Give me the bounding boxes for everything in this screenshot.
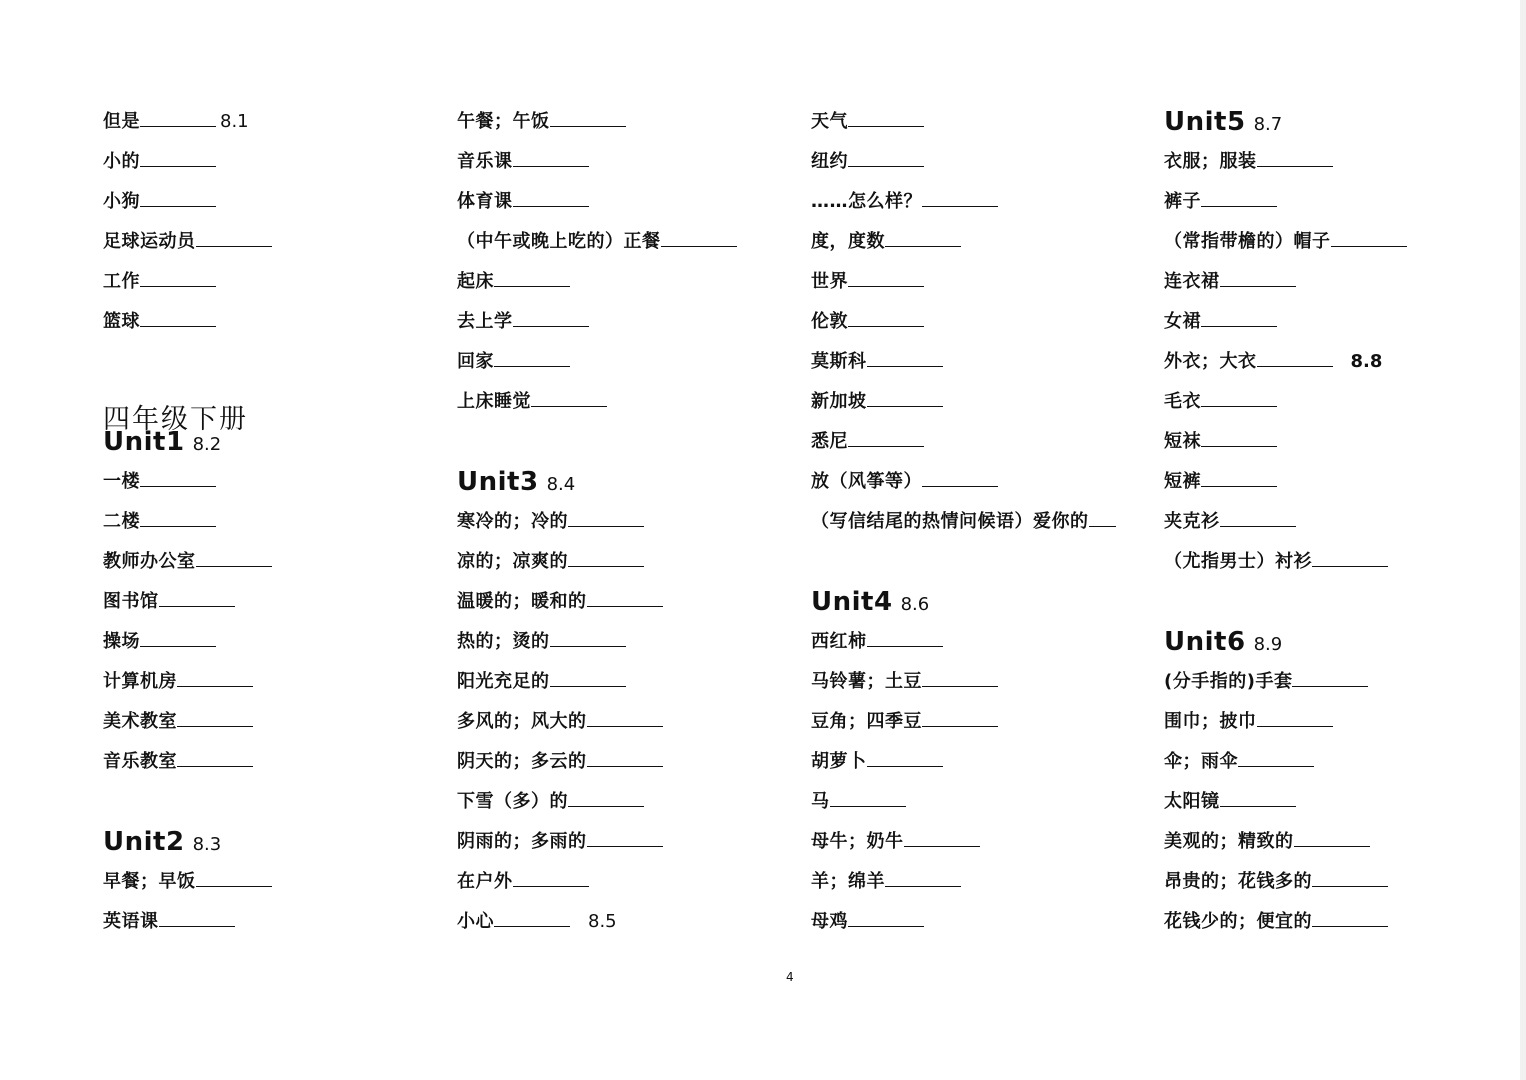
vocab-row bbox=[1164, 702, 1407, 742]
unit-heading bbox=[103, 822, 272, 862]
vocab-row bbox=[103, 902, 272, 942]
unit-heading bbox=[1164, 102, 1407, 142]
vocab-word: 马 bbox=[811, 791, 830, 812]
answer-blank[interactable] bbox=[848, 270, 924, 287]
unit-name: Unit2 bbox=[103, 827, 185, 857]
answer-blank[interactable] bbox=[867, 390, 943, 407]
vocab-word: 度，度数 bbox=[811, 231, 885, 252]
vocab-word: 纽约 bbox=[811, 151, 848, 172]
answer-blank[interactable] bbox=[1331, 230, 1407, 247]
vocab-row bbox=[1164, 302, 1407, 342]
answer-blank[interactable] bbox=[550, 630, 626, 647]
answer-blank[interactable] bbox=[922, 190, 998, 207]
vocab-word: 上床睡觉 bbox=[457, 391, 531, 412]
vocab-word: 操场 bbox=[103, 631, 140, 652]
unit-heading bbox=[811, 582, 1116, 622]
answer-blank[interactable] bbox=[513, 150, 589, 167]
vocab-word: 天气 bbox=[811, 111, 848, 132]
answer-blank[interactable] bbox=[904, 830, 980, 847]
vocab-row bbox=[1164, 142, 1407, 182]
answer-blank[interactable] bbox=[830, 790, 906, 807]
date-tag: 8.8 bbox=[1350, 351, 1383, 372]
vocab-row bbox=[103, 142, 272, 182]
vocab-word: （写信结尾的热情问候语）爱你的 bbox=[811, 511, 1089, 532]
vocab-row bbox=[457, 702, 737, 742]
vocab-word: 工作 bbox=[103, 271, 140, 292]
vocab-row bbox=[457, 102, 737, 142]
answer-blank[interactable] bbox=[922, 710, 998, 727]
answer-blank[interactable] bbox=[494, 910, 570, 927]
vocab-word: 昂贵的；花钱多的 bbox=[1164, 871, 1312, 892]
vocab-row bbox=[811, 302, 1116, 342]
vocab-word: 短裤 bbox=[1164, 471, 1201, 492]
vocab-row bbox=[103, 262, 272, 302]
answer-blank[interactable] bbox=[140, 510, 216, 527]
vocab-word: 胡萝卜 bbox=[811, 751, 867, 772]
spacer bbox=[457, 422, 737, 462]
answer-blank[interactable] bbox=[140, 470, 216, 487]
vocab-word: 太阳镜 bbox=[1164, 791, 1220, 812]
vocab-row bbox=[1164, 822, 1407, 862]
vocab-word: 花钱少的；便宜的 bbox=[1164, 911, 1312, 932]
vocab-row bbox=[1164, 262, 1407, 302]
vocab-word: 世界 bbox=[811, 271, 848, 292]
answer-blank[interactable] bbox=[1312, 550, 1388, 567]
page-edge-shade bbox=[1520, 0, 1526, 1080]
unit-name: Unit1 bbox=[103, 427, 185, 457]
vocab-row bbox=[103, 502, 272, 542]
answer-blank[interactable] bbox=[867, 630, 943, 647]
answer-blank[interactable] bbox=[550, 110, 626, 127]
vocab-row bbox=[457, 622, 737, 662]
vocab-word: （中午或晚上吃的）正餐 bbox=[457, 231, 661, 252]
vocab-row bbox=[1164, 862, 1407, 902]
vocab-word: 围巾；披巾 bbox=[1164, 711, 1257, 732]
vocab-word: 西红柿 bbox=[811, 631, 867, 652]
answer-blank[interactable] bbox=[922, 670, 998, 687]
vocab-word: 午餐；午饭 bbox=[457, 111, 550, 132]
vocab-row bbox=[811, 222, 1116, 262]
vocab-row bbox=[457, 542, 737, 582]
vocab-word: 豆角；四季豆 bbox=[811, 711, 922, 732]
vocab-word: 伦敦 bbox=[811, 311, 848, 332]
answer-blank[interactable] bbox=[1089, 510, 1116, 527]
answer-blank[interactable] bbox=[568, 790, 644, 807]
vocab-row bbox=[1164, 902, 1407, 942]
answer-blank[interactable] bbox=[568, 510, 644, 527]
vocab-row bbox=[457, 182, 737, 222]
vocab-row bbox=[1164, 222, 1407, 262]
vocab-word: 但是 bbox=[103, 111, 140, 132]
vocab-row bbox=[1164, 782, 1407, 822]
answer-blank[interactable] bbox=[196, 550, 272, 567]
vocab-word: 母牛；奶牛 bbox=[811, 831, 904, 852]
vocab-word: 音乐教室 bbox=[103, 751, 177, 772]
spacer bbox=[811, 542, 1116, 582]
vocab-row bbox=[457, 582, 737, 622]
vocab-word: 小心 bbox=[457, 911, 494, 932]
vocab-row bbox=[457, 262, 737, 302]
answer-blank[interactable] bbox=[661, 230, 737, 247]
unit-name: Unit4 bbox=[811, 587, 893, 617]
vocab-word: 阴雨的；多雨的 bbox=[457, 831, 587, 852]
unit-heading bbox=[457, 462, 737, 502]
vocab-word: 衣服；服装 bbox=[1164, 151, 1257, 172]
vocab-row bbox=[1164, 662, 1407, 702]
grade-heading: 四年级下册 bbox=[103, 404, 248, 435]
vocab-word: 计算机房 bbox=[103, 671, 177, 692]
answer-blank[interactable] bbox=[513, 310, 589, 327]
answer-blank[interactable] bbox=[848, 110, 924, 127]
spacer bbox=[1164, 582, 1407, 622]
column-2 bbox=[457, 102, 737, 942]
vocab-row bbox=[811, 702, 1116, 742]
spacer bbox=[103, 342, 272, 382]
vocab-row bbox=[1164, 462, 1407, 502]
vocab-word: 美观的；精致的 bbox=[1164, 831, 1294, 852]
vocab-row bbox=[1164, 742, 1407, 782]
vocab-word: 一楼 bbox=[103, 471, 140, 492]
vocab-row bbox=[457, 822, 737, 862]
vocab-row bbox=[457, 382, 737, 422]
vocab-word: 早餐；早饭 bbox=[103, 871, 196, 892]
vocab-row bbox=[457, 902, 737, 942]
vocab-row bbox=[1164, 182, 1407, 222]
vocab-row bbox=[811, 782, 1116, 822]
vocab-word: 伞；雨伞 bbox=[1164, 751, 1238, 772]
vocab-word: 莫斯科 bbox=[811, 351, 867, 372]
answer-blank[interactable] bbox=[1312, 910, 1388, 927]
vocab-row bbox=[811, 422, 1116, 462]
vocab-word: 教师办公室 bbox=[103, 551, 196, 572]
vocab-word: 女裙 bbox=[1164, 311, 1201, 332]
vocab-row bbox=[1164, 382, 1407, 422]
vocab-word: 阴天的；多云的 bbox=[457, 751, 587, 772]
vocab-row bbox=[457, 662, 737, 702]
vocab-row bbox=[1164, 542, 1407, 582]
vocab-row bbox=[103, 542, 272, 582]
vocab-row bbox=[811, 102, 1116, 142]
answer-blank[interactable] bbox=[1201, 430, 1277, 447]
answer-blank[interactable] bbox=[1257, 710, 1333, 727]
vocab-row bbox=[103, 462, 272, 502]
answer-blank[interactable] bbox=[140, 190, 216, 207]
answer-blank[interactable] bbox=[587, 830, 663, 847]
vocab-row bbox=[103, 702, 272, 742]
answer-blank[interactable] bbox=[1201, 190, 1277, 207]
vocab-word: ……怎么样？ bbox=[811, 191, 922, 212]
vocab-word: 热的；烫的 bbox=[457, 631, 550, 652]
answer-blank[interactable] bbox=[196, 230, 272, 247]
vocab-word: 外衣；大衣 bbox=[1164, 351, 1257, 372]
answer-blank[interactable] bbox=[1201, 310, 1277, 327]
answer-blank[interactable] bbox=[1257, 350, 1333, 367]
column-1 bbox=[103, 102, 272, 942]
answer-blank[interactable] bbox=[1220, 790, 1296, 807]
answer-blank[interactable] bbox=[848, 910, 924, 927]
vocab-row bbox=[103, 662, 272, 702]
vocab-word: 温暖的；暖和的 bbox=[457, 591, 587, 612]
vocab-word: 起床 bbox=[457, 271, 494, 292]
vocab-word: 短袜 bbox=[1164, 431, 1201, 452]
vocab-word: 夹克衫 bbox=[1164, 511, 1220, 532]
answer-blank[interactable] bbox=[867, 350, 943, 367]
vocab-word: 寒冷的；冷的 bbox=[457, 511, 568, 532]
answer-blank[interactable] bbox=[177, 710, 253, 727]
vocab-row bbox=[457, 502, 737, 542]
answer-blank[interactable] bbox=[885, 230, 961, 247]
answer-blank[interactable] bbox=[1292, 670, 1368, 687]
page-number: 4 bbox=[786, 970, 794, 984]
answer-blank[interactable] bbox=[922, 470, 998, 487]
vocab-word: （常指带檐的）帽子 bbox=[1164, 231, 1331, 252]
vocab-row bbox=[457, 862, 737, 902]
vocab-word: 放（风筝等） bbox=[811, 471, 922, 492]
unit-name: Unit3 bbox=[457, 467, 539, 497]
column-3 bbox=[811, 102, 1116, 942]
vocab-word: 足球运动员 bbox=[103, 231, 196, 252]
vocab-word: 体育课 bbox=[457, 191, 513, 212]
vocab-word: 下雪（多）的 bbox=[457, 791, 568, 812]
answer-blank[interactable] bbox=[1238, 750, 1314, 767]
vocab-row bbox=[811, 902, 1116, 942]
vocab-word: 回家 bbox=[457, 351, 494, 372]
answer-blank[interactable] bbox=[177, 750, 253, 767]
vocab-word: 二楼 bbox=[103, 511, 140, 532]
unit-date: 8.6 bbox=[900, 594, 930, 615]
vocab-row bbox=[811, 382, 1116, 422]
unit-date: 8.3 bbox=[192, 834, 222, 855]
answer-blank[interactable] bbox=[531, 390, 607, 407]
vocab-word: 小狗 bbox=[103, 191, 140, 212]
answer-blank[interactable] bbox=[1312, 870, 1388, 887]
vocab-row bbox=[811, 662, 1116, 702]
vocab-row bbox=[103, 102, 272, 142]
vocab-word: 悉尼 bbox=[811, 431, 848, 452]
vocab-word: 美术教室 bbox=[103, 711, 177, 732]
answer-blank[interactable] bbox=[1257, 150, 1333, 167]
vocab-row bbox=[811, 502, 1116, 542]
vocab-row bbox=[457, 142, 737, 182]
vocab-word: 凉的；凉爽的 bbox=[457, 551, 568, 572]
date-tag: 8.1 bbox=[220, 111, 249, 132]
answer-blank[interactable] bbox=[159, 590, 235, 607]
answer-blank[interactable] bbox=[140, 310, 216, 327]
answer-blank[interactable] bbox=[885, 870, 961, 887]
vocab-word: 篮球 bbox=[103, 311, 140, 332]
vocab-row bbox=[103, 742, 272, 782]
vocab-word: 小的 bbox=[103, 151, 140, 172]
answer-blank[interactable] bbox=[140, 110, 216, 127]
vocab-word: 连衣裙 bbox=[1164, 271, 1220, 292]
column-4 bbox=[1164, 102, 1407, 942]
vocab-row bbox=[1164, 502, 1407, 542]
vocab-word: 马铃薯；土豆 bbox=[811, 671, 922, 692]
answer-blank[interactable] bbox=[513, 190, 589, 207]
vocab-word: 图书馆 bbox=[103, 591, 159, 612]
vocab-row bbox=[811, 262, 1116, 302]
answer-blank[interactable] bbox=[587, 710, 663, 727]
answer-blank[interactable] bbox=[140, 630, 216, 647]
answer-blank[interactable] bbox=[848, 150, 924, 167]
vocab-word: 毛衣 bbox=[1164, 391, 1201, 412]
answer-blank[interactable] bbox=[140, 150, 216, 167]
vocab-word: 音乐课 bbox=[457, 151, 513, 172]
vocab-word: (分手指的)手套 bbox=[1164, 671, 1293, 692]
vocab-word: 去上学 bbox=[457, 311, 513, 332]
vocab-row bbox=[103, 222, 272, 262]
vocab-word: 新加坡 bbox=[811, 391, 867, 412]
answer-blank[interactable] bbox=[848, 310, 924, 327]
answer-blank[interactable] bbox=[550, 670, 626, 687]
answer-blank[interactable] bbox=[867, 750, 943, 767]
answer-blank[interactable] bbox=[513, 870, 589, 887]
date-tag: 8.5 bbox=[588, 911, 617, 932]
vocab-row bbox=[811, 742, 1116, 782]
answer-blank[interactable] bbox=[587, 750, 663, 767]
vocab-word: 母鸡 bbox=[811, 911, 848, 932]
vocab-word: （尤指男士）衬衫 bbox=[1164, 551, 1312, 572]
spacer bbox=[103, 782, 272, 822]
unit-date: 8.4 bbox=[546, 474, 576, 495]
answer-blank[interactable] bbox=[1220, 510, 1296, 527]
answer-blank[interactable] bbox=[494, 350, 570, 367]
vocab-row bbox=[811, 622, 1116, 662]
answer-blank[interactable] bbox=[494, 270, 570, 287]
vocab-row bbox=[1164, 422, 1407, 462]
answer-blank[interactable] bbox=[1201, 470, 1277, 487]
unit-date: 8.7 bbox=[1253, 114, 1283, 135]
answer-blank[interactable] bbox=[159, 910, 235, 927]
vocab-row bbox=[457, 222, 737, 262]
vocab-row bbox=[103, 622, 272, 662]
vocab-word: 裤子 bbox=[1164, 191, 1201, 212]
answer-blank[interactable] bbox=[196, 870, 272, 887]
unit-date: 8.2 bbox=[192, 434, 222, 455]
unit-heading bbox=[1164, 622, 1407, 662]
vocab-row bbox=[457, 302, 737, 342]
vocab-row bbox=[103, 302, 272, 342]
answer-blank[interactable] bbox=[848, 430, 924, 447]
vocab-row bbox=[811, 822, 1116, 862]
vocab-word: 阳光充足的 bbox=[457, 671, 550, 692]
vocab-row bbox=[811, 462, 1116, 502]
answer-blank[interactable] bbox=[1294, 830, 1370, 847]
vocab-row bbox=[811, 862, 1116, 902]
vocab-word: 在户外 bbox=[457, 871, 513, 892]
unit-name: Unit5 bbox=[1164, 107, 1246, 137]
unit-name: Unit6 bbox=[1164, 627, 1246, 657]
vocab-row bbox=[103, 862, 272, 902]
vocab-row bbox=[103, 182, 272, 222]
vocab-row bbox=[457, 782, 737, 822]
vocab-row bbox=[457, 742, 737, 782]
answer-blank[interactable] bbox=[1201, 390, 1277, 407]
vocab-row bbox=[811, 182, 1116, 222]
vocab-row bbox=[811, 342, 1116, 382]
answer-blank[interactable] bbox=[140, 270, 216, 287]
answer-blank[interactable] bbox=[177, 670, 253, 687]
vocab-word: 羊；绵羊 bbox=[811, 871, 885, 892]
vocab-row bbox=[457, 342, 737, 382]
vocab-word: 英语课 bbox=[103, 911, 159, 932]
answer-blank[interactable] bbox=[568, 550, 644, 567]
unit-date: 8.9 bbox=[1253, 634, 1283, 655]
vocab-row bbox=[811, 142, 1116, 182]
vocab-row bbox=[1164, 342, 1407, 382]
answer-blank[interactable] bbox=[587, 590, 663, 607]
vocab-row bbox=[103, 582, 272, 622]
vocab-word: 多风的；风大的 bbox=[457, 711, 587, 732]
answer-blank[interactable] bbox=[1220, 270, 1296, 287]
